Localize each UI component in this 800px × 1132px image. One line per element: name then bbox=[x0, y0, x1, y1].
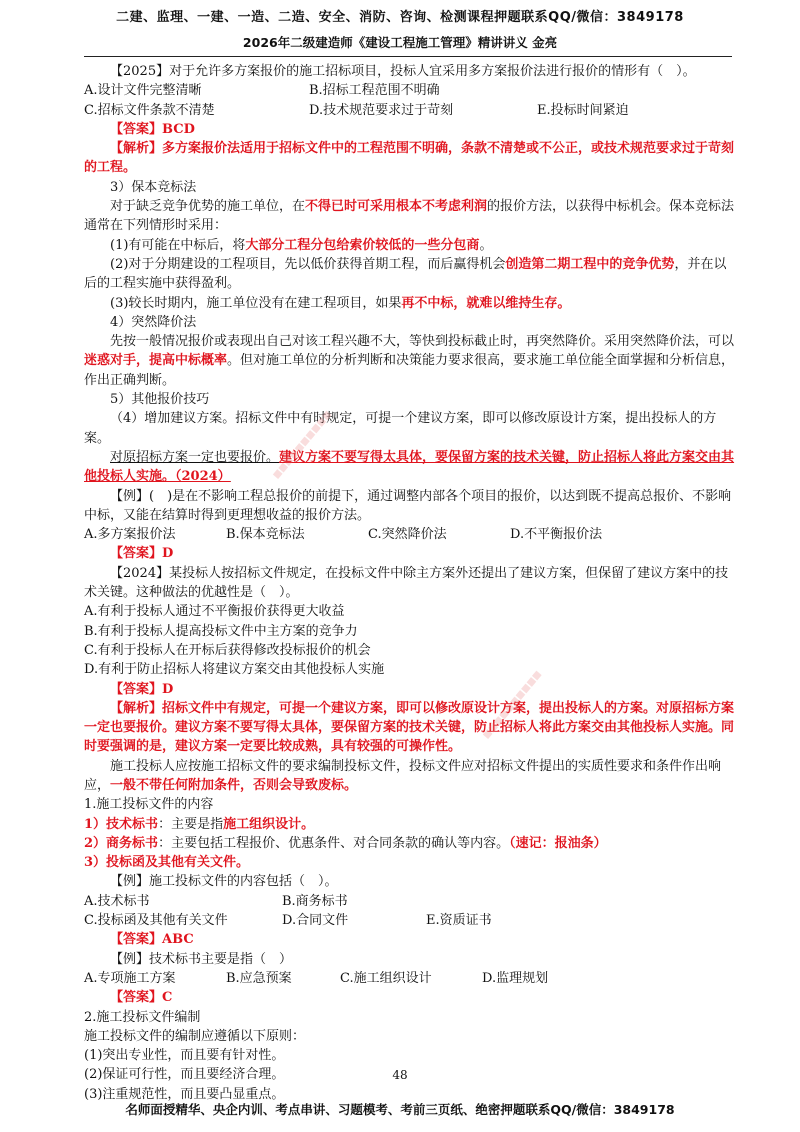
option-d: D.合同文件 bbox=[282, 913, 349, 929]
option-c: C.投标函及其他有关文件 bbox=[84, 913, 228, 929]
question-stem: 【例】技术标书主要是指（ ） bbox=[110, 951, 293, 967]
paragraph: 施工投标人应按施工招标文件的要求编制投标文件，投标文件应对招标文件提出的实质性要求和条件作出响应，一般不带任何附加条件，否则会导致废标。 bbox=[84, 758, 722, 793]
options-row bbox=[84, 969, 736, 988]
option-a: A.多方案报价法 bbox=[84, 527, 176, 543]
watermark: ■■■■■■■■■■ bbox=[271, 409, 334, 481]
section-heading: 1.施工投标文件的内容 bbox=[84, 797, 214, 813]
list-item: 1）技术标书：主要是指施工组织设计。 bbox=[84, 816, 315, 832]
question-stem: 【例】施工投标文件的内容包括（ ）。 bbox=[110, 874, 338, 890]
option-d: D.技术规范要求过于苛刻 bbox=[309, 102, 454, 118]
list-item: (2)保证可行性，而且要经济合理。 bbox=[84, 1067, 285, 1083]
option-b: B.保本竞标法 bbox=[226, 527, 305, 543]
paragraph: 施工投标文件的编制应遵循以下原则： bbox=[84, 1028, 306, 1044]
option-b: B.招标工程范围不明确 bbox=[309, 83, 440, 99]
list-item: (1)突出专业性，而且要有针对性。 bbox=[84, 1048, 285, 1064]
answer: 【答案】BCD bbox=[110, 121, 195, 137]
list-item: (3)较长时期内，施工单位没有在建工程项目，如果再不中标，就难以维持生存。 bbox=[110, 295, 571, 311]
option-d: D.有利于防止招标人将建议方案交由其他投标人实施 bbox=[84, 662, 385, 678]
option-d: D.不平衡报价法 bbox=[510, 527, 603, 543]
watermark: ■■■■■■■■■■ bbox=[481, 669, 544, 741]
footer-text: 名师面授精华、央企内训、考点串讲、习题模考、考前三页纸、绝密押题联系QQ/微信：3849178 bbox=[125, 1102, 675, 1117]
list-item: 3）投标函及其他有关文件。 bbox=[84, 855, 250, 871]
option-d: D.监理规划 bbox=[482, 970, 549, 986]
question-stem: 【2025】对于允许多方案报价的施工招标项目，投标人宜采用多方案报价法进行报价的情形有（ ）。 bbox=[110, 64, 696, 79]
page-number: 48 bbox=[392, 1068, 408, 1082]
option-b: B.商务标书 bbox=[282, 893, 348, 909]
answer: 【答案】D bbox=[110, 681, 174, 697]
paragraph: （4）增加建议方案。招标文件中有时规定，可提一个建议方案，即可以修改原设计方案，提出投标人的方案。 bbox=[84, 411, 717, 446]
options-row bbox=[84, 525, 736, 544]
question-stem: 【2024】某投标人按招标文件规定，在投标文件中除主方案外还提出了建议方案，但保留了建议方案中的技术关键。这种做法的优越性是（ ）。 bbox=[84, 565, 729, 601]
list-item: (3)注重规范性，而且要凸显重点。 bbox=[84, 1086, 285, 1102]
header-line-2: 2026年二级建造师《建设工程施工管理》精讲讲义 金亮 bbox=[242, 35, 558, 50]
options-row bbox=[84, 892, 736, 911]
analysis: 【解析】招标文件中有规定，可提一个建议方案，即可以修改原设计方案，提出投标人的方案。对原招标方案一定也要报价。建议方案不要写得太具体，要保留方案的技术关键，防止招标人将此方案交由其他投标人实施。同时要强调的是，建议方案一定要比较成熟，具有较强的可操作性。 bbox=[84, 700, 735, 755]
list-item: (1)有可能在中标后，将大部分工程分包给索价较低的一些分包商。 bbox=[110, 237, 493, 253]
answer: 【答案】ABC bbox=[110, 932, 194, 948]
option-a: A.技术标书 bbox=[84, 893, 150, 909]
paragraph: 对原招标方案一定也要报价。建议方案不要写得太具体，要保留方案的技术关键，防止招标人将此方案交由其他投标人实施。（2024） bbox=[84, 449, 735, 485]
section-heading: 2.施工投标文件编制 bbox=[84, 1009, 201, 1025]
answer: 【答案】C bbox=[110, 990, 173, 1006]
option-c: C.有利于投标人在开标后获得修改投标报价的机会 bbox=[84, 642, 371, 658]
page-body bbox=[84, 62, 736, 1104]
header-divider bbox=[84, 56, 732, 57]
list-item: 2）商务标书：主要包括工程报价、优惠条件、对合同条款的确认等内容。（速记：报油条） bbox=[84, 835, 607, 851]
analysis: 【解析】多方案报价法适用于招标文件中的工程范围不明确，条款不清楚或不公正，或技术规范要求过于苛刻的工程。 bbox=[84, 141, 735, 176]
section-title: 5）其他报价技巧 bbox=[110, 392, 210, 408]
section-title: 4）突然降价法 bbox=[110, 314, 197, 330]
option-a: A.专项施工方案 bbox=[84, 970, 176, 986]
list-item: (2)对于分期建设的工程项目，先以低价获得首期工程，而后赢得机会创造第二期工程中的竞争优势，并在以后的工程实施中获得盈利。 bbox=[84, 256, 727, 292]
option-a: A.有利于投标人通过不平衡报价获得更大收益 bbox=[84, 604, 345, 620]
option-c: C.施工组织设计 bbox=[340, 970, 432, 986]
option-e: E.资质证书 bbox=[426, 913, 492, 929]
header-line-1: 二建、监理、一建、一造、二造、安全、消防、咨询、检测课程押题联系QQ/微信：3849178 bbox=[116, 10, 684, 25]
option-e: E.投标时间紧迫 bbox=[537, 102, 629, 118]
options-row bbox=[84, 101, 736, 120]
paragraph: 先按一般情况报价或表现出自己对该工程兴趣不大，等快到投标截止时，再突然降价。采用突然降价法，可以迷惑对手，提高中标概率。但对施工单位的分析判断和决策能力要求很高，要求施工单位能全面掌握和分析信息，作出正确判断。 bbox=[84, 334, 735, 388]
option-c: C.突然降价法 bbox=[368, 527, 447, 543]
option-b: B.有利于投标人提高投标文件中主方案的竞争力 bbox=[84, 623, 358, 639]
question-stem: 【例】( )是在不影响工程总报价的前提下，通过调整内部各个项目的报价，以达到既不提高总报价、不影响中标，又能在结算时得到更理想收益的报价方法。 bbox=[84, 488, 732, 523]
section-title: 3）保本竞标法 bbox=[110, 179, 197, 195]
options-row bbox=[84, 81, 736, 100]
answer: 【答案】D bbox=[110, 546, 174, 562]
options-row bbox=[84, 911, 736, 930]
option-b: B.应急预案 bbox=[226, 970, 292, 986]
paragraph: 对于缺乏竞争优势的施工单位，在不得已时可采用根本不考虑利润的报价方法，以获得中标机会。保本竞标法通常在下列情形时采用： bbox=[84, 199, 735, 234]
option-a: A.设计文件完整清晰 bbox=[84, 83, 202, 99]
option-c: C.招标文件条款不清楚 bbox=[84, 102, 215, 118]
